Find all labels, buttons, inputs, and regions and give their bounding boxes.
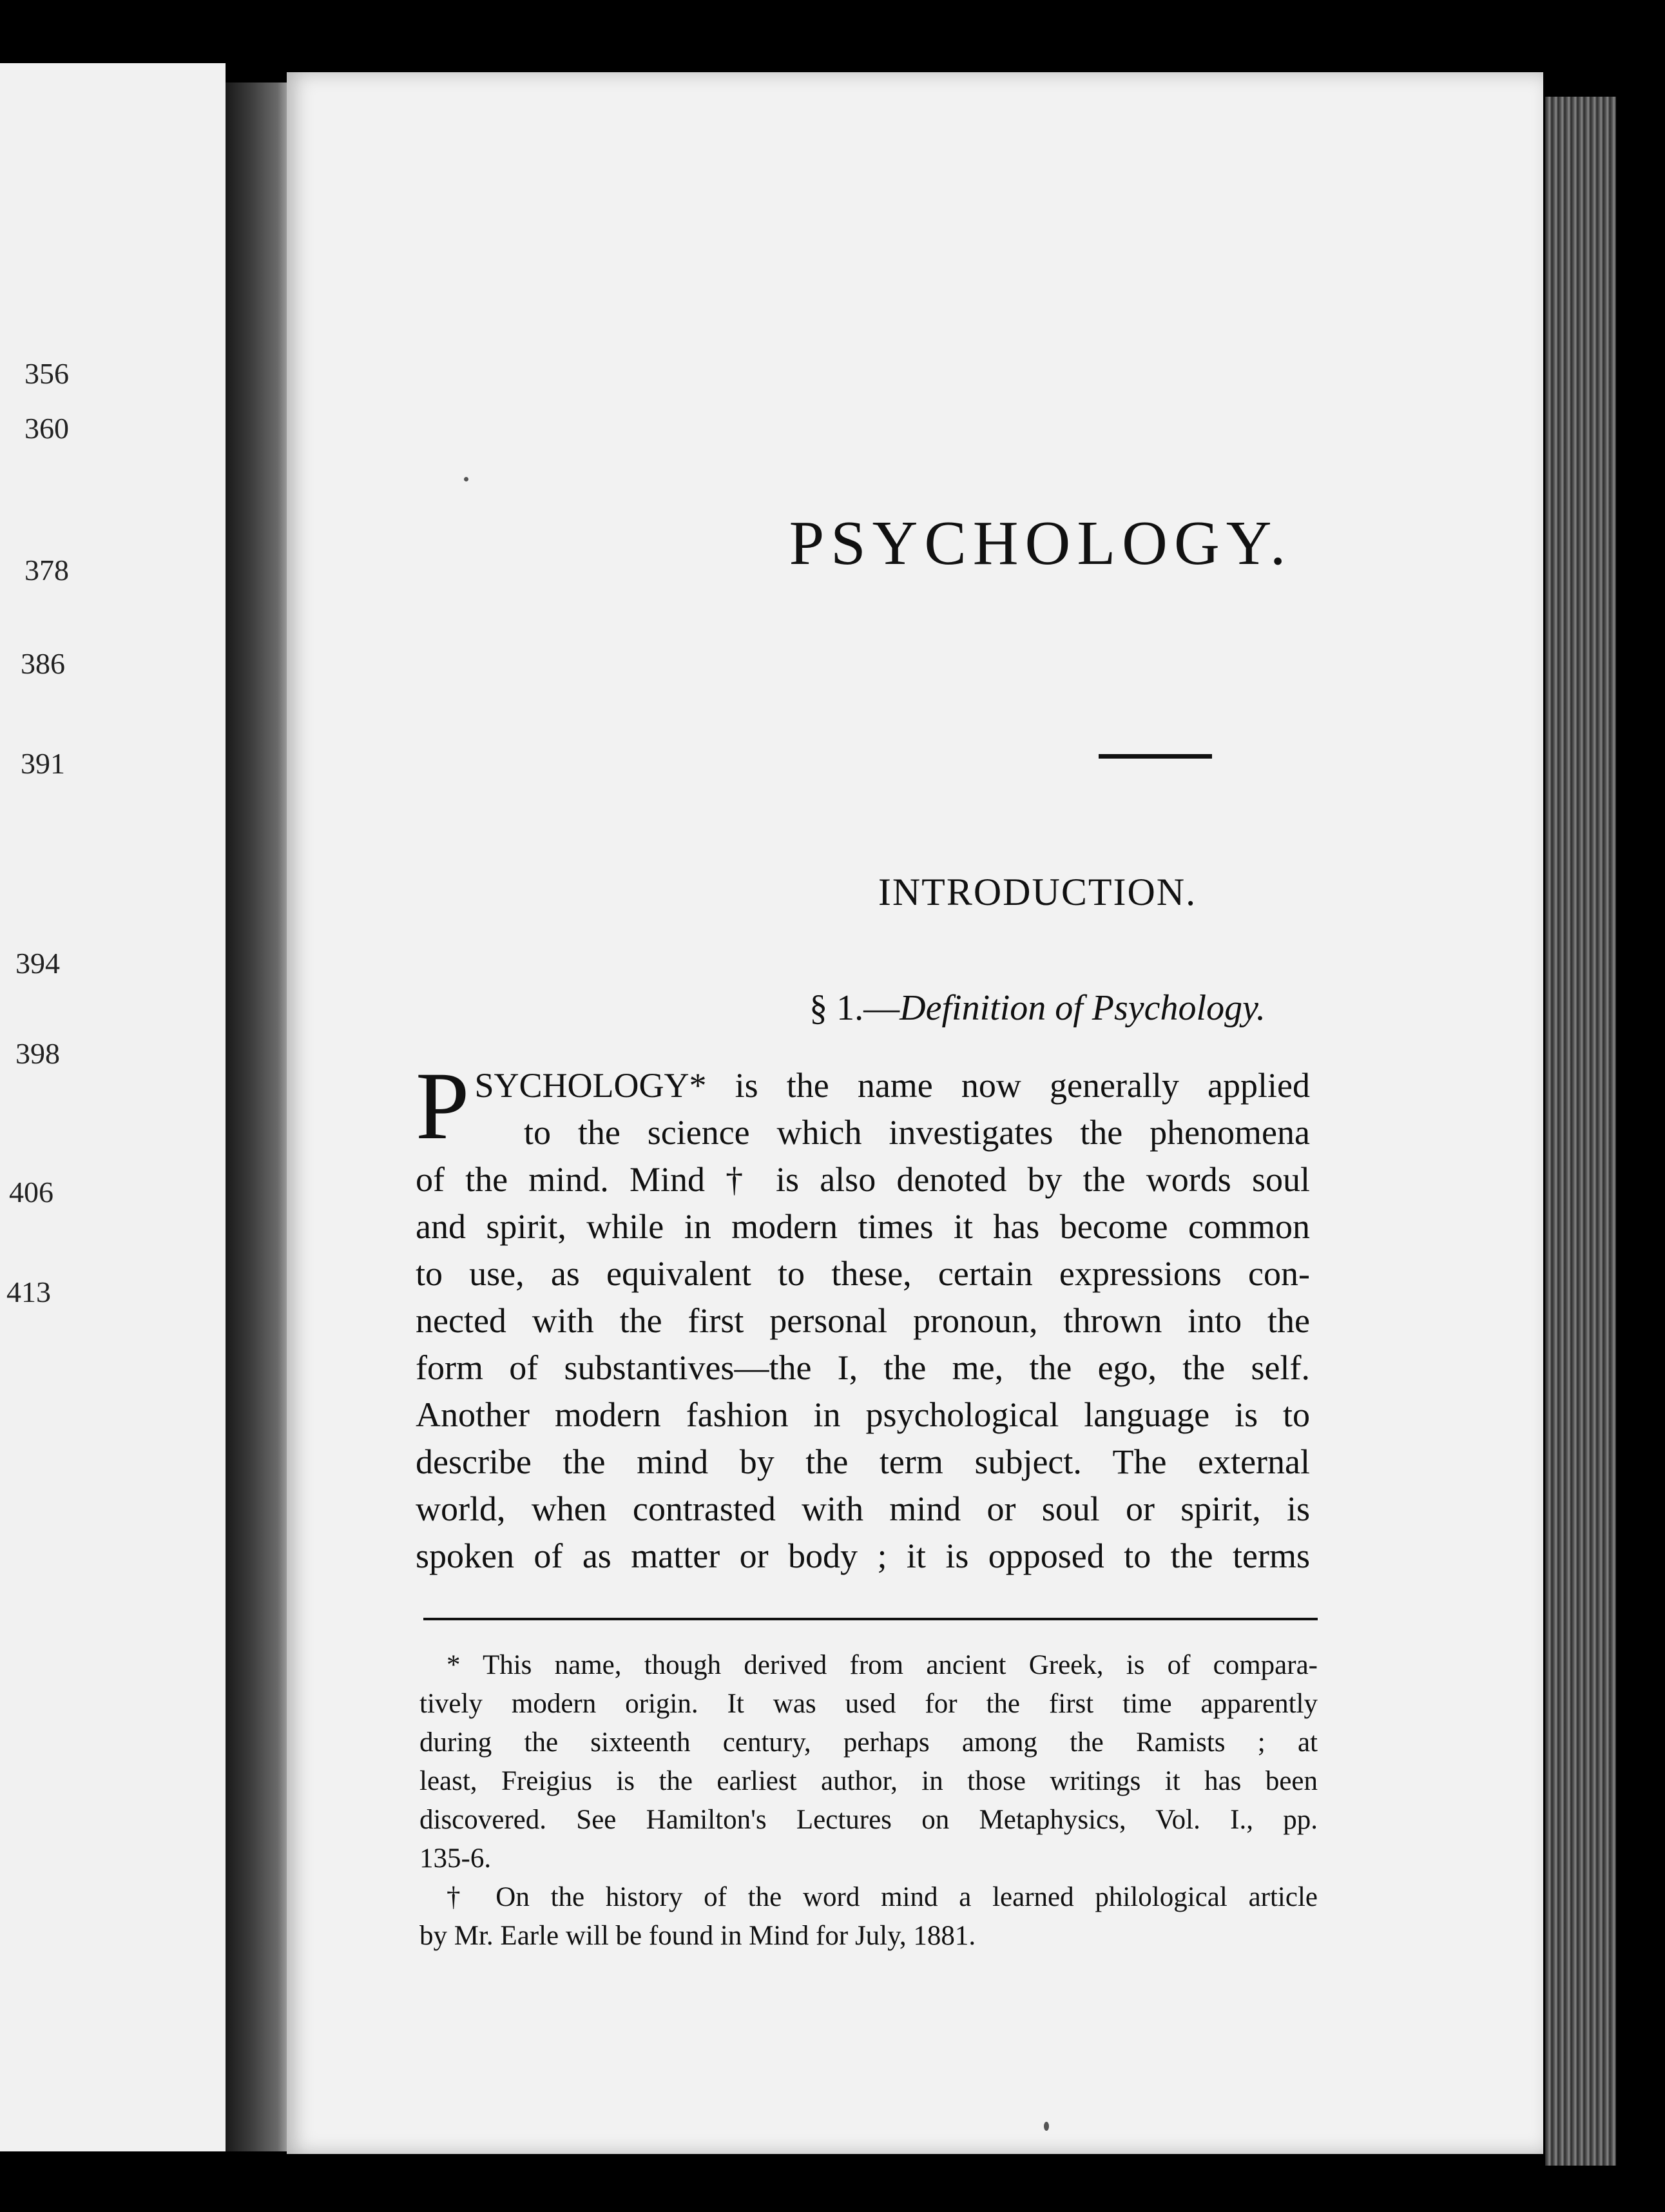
text-line: describe the mind by the term subject. The external [416, 1442, 1310, 1481]
left-page-number: 360 [24, 412, 69, 445]
left-page-number: 391 [21, 747, 65, 780]
text-line: nected with the first personal pronoun, thrown into the [416, 1301, 1310, 1340]
text-line: SYCHOLOGY* is the name now generally applied [474, 1066, 1310, 1105]
text-line: spoken of as matter or body ; it is opposed to the terms [416, 1537, 1310, 1575]
footnote-line: † On the history of the word mind a learned philological article [447, 1882, 1318, 1912]
left-page-number: 398 [15, 1037, 60, 1070]
speck [1044, 2122, 1049, 2131]
section-number: § 1.— [809, 988, 900, 1028]
text-line: form of substantives—the I, the me, the ego, the self. [416, 1348, 1310, 1387]
page-title: PSYCHOLOGY. [789, 509, 1293, 578]
footnote-line: 135-6. [419, 1843, 492, 1874]
footnote-line: tively modern origin. It was used for the first time apparently [419, 1689, 1318, 1719]
footnote-line: by Mr. Earle will be found in Mind for July, 1881. [419, 1921, 976, 1951]
text-line: of the mind. Mind † is also denoted by the words soul [416, 1160, 1310, 1199]
left-page-number: 386 [21, 647, 65, 680]
text-line: world, when contrasted with mind or soul or spirit, is [416, 1489, 1310, 1528]
title-rule [1099, 754, 1212, 759]
text-line: and spirit, while in modern times it has become common [416, 1207, 1310, 1246]
left-page-number: 356 [24, 357, 69, 390]
footnote-line: during the sixteenth century, perhaps among the Ramists ; at [419, 1727, 1318, 1758]
footnote-line: least, Freigius is the earliest author, in those writings it has been [419, 1766, 1318, 1796]
left-page-number: 406 [9, 1176, 53, 1208]
footnotes [419, 1646, 1318, 1955]
section-heading [287, 987, 1543, 1029]
footnote-rule [423, 1618, 1318, 1620]
page-edges [1545, 97, 1616, 2166]
left-page-number: 378 [24, 554, 69, 587]
left-facing-page [0, 63, 226, 2151]
right-page [287, 72, 1543, 2154]
footnote-line: * This name, though derived from ancient Greek, is of compara- [447, 1650, 1318, 1680]
footnote-line: discovered. See Hamilton's Lectures on Metaphysics, Vol. I., pp. [419, 1805, 1318, 1835]
body-text [416, 1053, 1310, 1580]
book-gutter-shadow [226, 82, 287, 2151]
text-line: to use, as equivalent to these, certain expressions con- [416, 1254, 1310, 1293]
chapter-heading: INTRODUCTION. [878, 871, 1197, 913]
text-line: Another modern fashion in psychological language is to [416, 1395, 1310, 1434]
drop-cap: P [416, 1053, 470, 1159]
speck [464, 477, 468, 481]
section-title: Definition of Psychology. [900, 988, 1266, 1028]
left-page-number: 394 [15, 947, 60, 980]
left-page-number: 413 [6, 1276, 51, 1308]
text-line: to the science which investigates the phenomena [524, 1113, 1310, 1152]
